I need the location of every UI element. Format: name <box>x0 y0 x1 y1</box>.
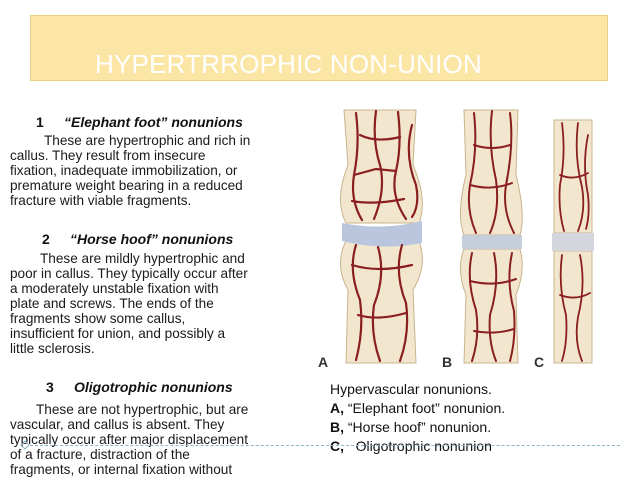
text-line: These are mildly hypertrophic and <box>40 251 245 266</box>
title-banner <box>30 15 608 81</box>
section-1-heading <box>36 114 243 130</box>
text-line: fracture with viable fragments. <box>10 193 192 208</box>
section-number: 3 <box>46 379 54 395</box>
text-line: insufficient for union, and possibly a <box>10 326 226 341</box>
text-line: These are not hypertrophic, but are <box>36 402 249 417</box>
section-title: “Horse hoof” nonunions <box>70 231 234 247</box>
text-line: vascular, and callus is absent. They <box>10 417 225 432</box>
caption-letter: A, <box>330 400 344 416</box>
section-1-text <box>10 133 250 208</box>
caption-item-b <box>330 418 505 437</box>
divider-line <box>30 445 620 446</box>
bone-a <box>340 110 422 363</box>
text-line: These are hypertrophic and rich in <box>44 133 251 148</box>
bone-c <box>552 120 594 363</box>
section-number: 2 <box>42 231 50 247</box>
text-line: callus. They result from insecure <box>10 148 206 163</box>
text-line: poor in callus. They typically occur after <box>10 266 248 281</box>
caption-text: “Elephant foot” nonunion. <box>347 400 506 416</box>
caption-text: Oligotrophic nonunion <box>347 438 492 454</box>
caption-title: Hypervascular nonunions. <box>330 381 492 397</box>
figure-label-b: B <box>442 354 453 370</box>
text-line: of a fracture, distraction of the <box>10 447 190 462</box>
figure-label-c: C <box>534 354 545 370</box>
caption-letter: B, <box>330 419 344 435</box>
text-line: fixation, inadequate immobilization, or <box>10 163 238 178</box>
caption-item-c <box>330 437 505 456</box>
section-number: 1 <box>36 114 44 130</box>
text-line: a moderately unstable fixation with <box>10 281 219 296</box>
caption-item-a <box>330 399 505 418</box>
slide-marker-icon <box>20 440 30 450</box>
text-line: little sclerosis. <box>10 341 95 356</box>
bone-b <box>460 110 522 363</box>
nonunion-illustration <box>316 105 616 380</box>
text-line: plate and screws. The ends of the <box>10 296 214 311</box>
figure-label-a: A <box>318 354 329 370</box>
section-3-text <box>10 402 248 477</box>
text-line: typically occur after major displacement <box>10 432 248 447</box>
caption-letter: C, <box>330 438 344 454</box>
caption-text: “Horse hoof” nonunion. <box>347 419 492 435</box>
section-2-text <box>10 251 248 356</box>
slide-title: HYPERTRROPHIC NON-UNION <box>95 49 482 79</box>
text-line: fragments, or internal fixation without <box>10 462 233 477</box>
section-2-heading <box>42 231 233 247</box>
text-line: premature weight bearing in a reduced <box>10 178 243 193</box>
section-title: “Elephant foot” nonunions <box>64 114 243 130</box>
section-3-heading <box>46 379 233 395</box>
text-line: fragments show some callus, <box>10 311 186 326</box>
section-title: Oligotrophic nonunions <box>74 379 233 395</box>
